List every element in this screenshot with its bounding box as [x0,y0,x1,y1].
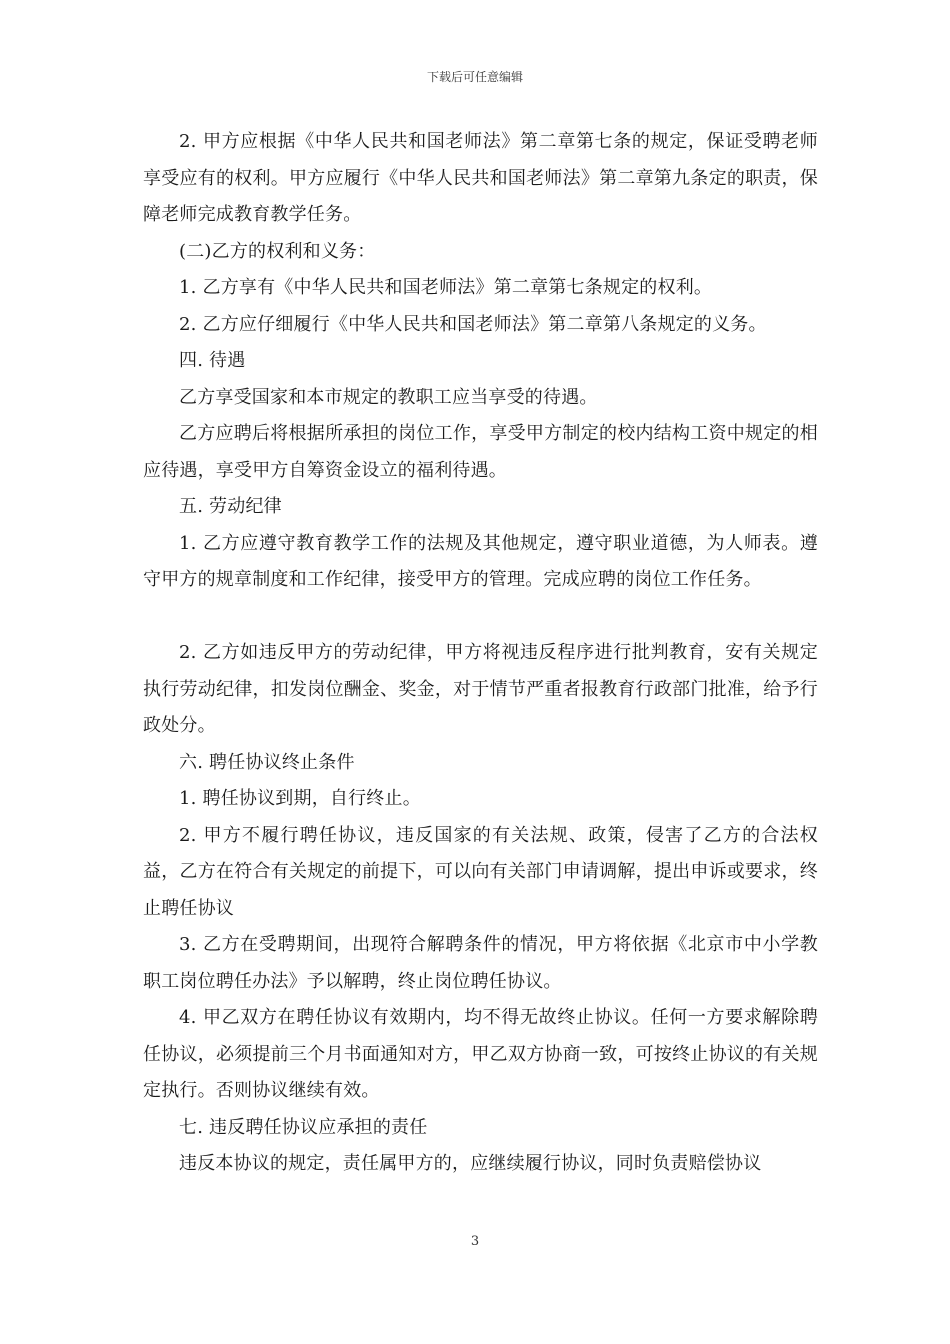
section-heading-treatment: 四. 待遇 [179,350,246,371]
page-header: 下载后可任意编辑 [426,70,523,84]
paragraph-party-b-duty-2: 2. 乙方应仔细履行《中华人民共和国老师法》第二章第八条规定的义务。 [179,313,767,335]
paragraph-treatment-2: 乙方应聘后将根据所承担的岗位工作，享受甲方制定的校内结构工资中规定的相应待遇，享受甲方自筹资金设立的福利待遇。 [143,423,818,481]
paragraph-termination-2: 2. 甲方不履行聘任协议，违反国家的有关法规、政策，侵害了乙方的合法权益，乙方在符合有关规定的前提下，可以向有关部门申请调解，提出申诉或要求，终止聘任协议 [143,824,818,919]
section-heading-labor-discipline: 五. 劳动纪律 [179,496,282,517]
paragraph-treatment-1: 乙方享受国家和本市规定的教职工应当享受的待遇。 [179,386,598,408]
paragraph-party-a-duty-2: 2. 甲方应根据《中华人民共和国老师法》第二章第七条的规定，保证受聘老师享受应有的权利。甲方应履行《中华人民共和国老师法》第二章第九条定的职责，保障老师完成教育教学任务。 [143,131,818,225]
section-heading-party-b-rights: (二)乙方的权利和义务： [179,240,376,262]
document-body [143,124,818,1183]
section-heading-liability: 七. 违反聘任协议应承担的责任 [179,1116,428,1138]
paragraph-discipline-1: 1. 乙方应遵守教育教学工作的法规及其他规定，遵守职业道德，为人师表。遵守甲方的规章制度和工作纪律，接受甲方的管理。完成应聘的岗位工作任务。 [143,532,818,590]
paragraph-termination-1: 1. 聘任协议到期，自行终止。 [179,788,421,809]
paragraph-liability-1: 违反本协议的规定，责任属甲方的，应继续履行协议，同时负责赔偿协议 [179,1153,762,1174]
paragraph-discipline-2: 2. 乙方如违反甲方的劳动纪律，甲方将视违反程序进行批判教育，安有关规定执行劳动纪律，扣发岗位酬金、奖金，对于情节严重者报教育行政部门批准，给予行政处分。 [143,642,818,736]
paragraph-party-b-right-1: 1. 乙方享有《中华人民共和国老师法》第二章第七条规定的权利。 [179,277,713,298]
paragraph-termination-4: 4. 甲乙双方在聘任协议有效期内，均不得无故终止协议。任何一方要求解除聘任协议，必须提前三个月书面通知对方，甲乙双方协商一致，可按终止协议的有关规定执行。否则协议继续有效。 [143,1007,818,1101]
blank-line [143,599,818,636]
paragraph-termination-3: 3. 乙方在受聘期间，出现符合解聘条件的情况，甲方将依据《北京市中小学教职工岗位聘任办法》予以解聘，终止岗位聘任协议。 [143,934,818,992]
page-number: 3 [470,1234,480,1249]
section-heading-termination: 六. 聘任协议终止条件 [179,751,355,773]
